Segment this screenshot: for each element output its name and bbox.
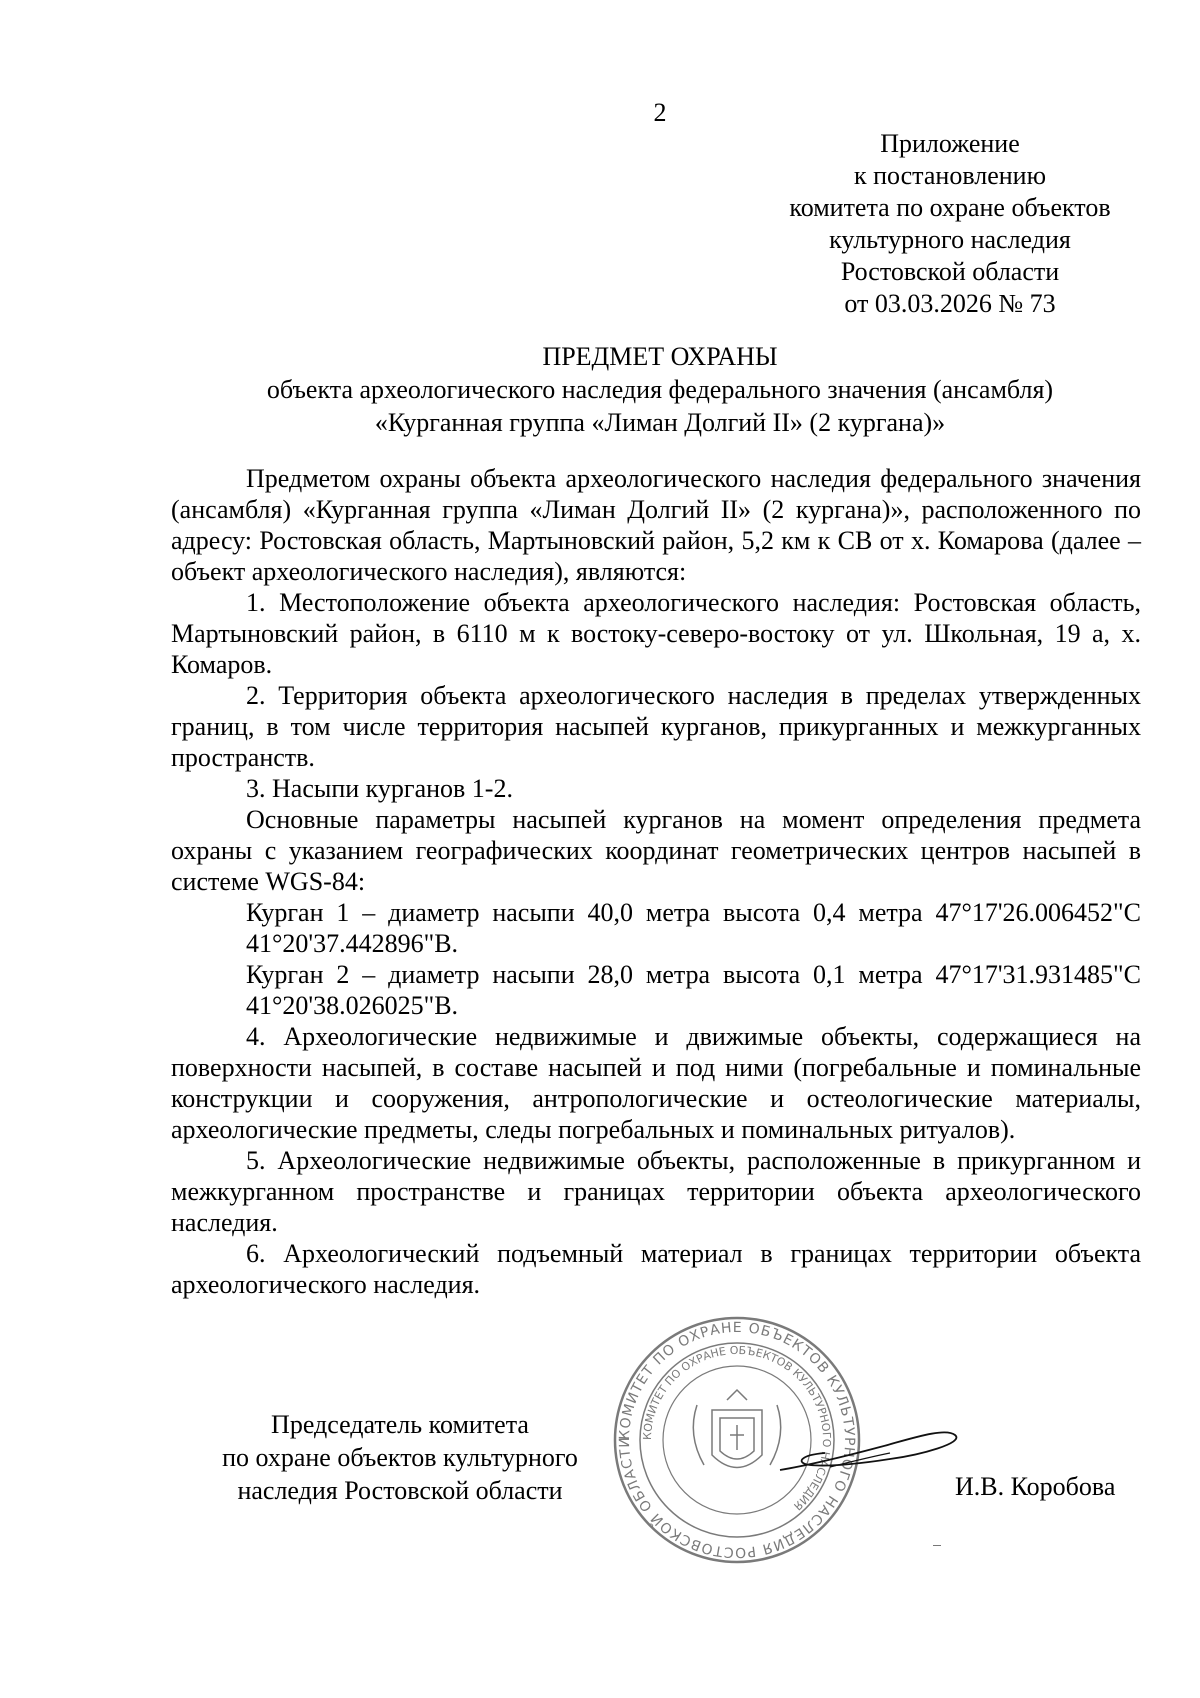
coat-of-arms-icon	[693, 1390, 780, 1468]
appendix-line: культурного наследия	[829, 225, 1071, 254]
page-number: 2	[653, 98, 667, 127]
item-3-paragraph: 3. Насыпи курганов 1-2.	[246, 774, 513, 803]
seal-inner-text: КОМИТЕТ ПО ОХРАНЕ ОБЪЕКТОВ КУЛЬТУРНОГО НАСЛЕДИЯ	[640, 1343, 834, 1513]
kurgan-1-paragraph: Курган 1 – диаметр насыпи 40,0 метра высота 0,4 метра 47°17'26.006452"С 41°20'37.442896"В.	[246, 898, 1141, 958]
document-body	[171, 463, 1141, 1300]
scan-dash	[933, 1545, 941, 1546]
item-6-paragraph: 6. Археологический подъемный материал в границах территории объекта археологического наследия.	[171, 1239, 1141, 1299]
seal-outer-text: КОМИТЕТ ПО ОХРАНЕ ОБЪЕКТОВ КУЛЬТУРНОГО НАСЛЕДИЯ РОСТОВСКОЙ ОБЛАСТИ	[616, 1319, 858, 1561]
appendix-line: от 03.03.2026 № 73	[844, 289, 1056, 318]
signatory-position	[190, 1408, 610, 1507]
signatory-name: И.В. Коробова	[955, 1472, 1116, 1501]
position-line: по охране объектов культурного	[222, 1443, 578, 1472]
position-line: наследия Ростовской области	[237, 1476, 563, 1505]
item-2-paragraph: 2. Территория объекта археологического наследия в пределах утвержденных границ, в том числе территория насыпей курганов, прикурганных и межкурганных пространств.	[171, 681, 1141, 772]
document-heading	[160, 340, 1160, 439]
item-4-paragraph: 4. Археологические недвижимые и движимые объекты, содержащиеся на поверхности насыпей, в составе насыпей и под ними (погребальные и поминальные конструкции и сооружения, антропологические и остеологические материалы, археологические предметы, следы погребальных и поминальных ритуалов).	[171, 1022, 1141, 1144]
heading-title: ПРЕДМЕТ ОХРАНЫ	[542, 342, 778, 371]
heading-subtitle: объекта археологического наследия федерального значения (ансамбля)	[266, 375, 1054, 404]
parameters-paragraph: Основные параметры насыпей курганов на момент определения предмета охраны с указанием географических координат геометрических центров насыпей в системе WGS-84:	[171, 805, 1141, 896]
appendix-line: Приложение	[880, 129, 1020, 158]
handwritten-signature	[770, 1415, 970, 1495]
appendix-line: комитета по охране объектов	[789, 193, 1111, 222]
position-line: Председатель комитета	[271, 1410, 529, 1439]
item-1-paragraph: 1. Местоположение объекта археологического наследия: Ростовская область, Мартыновский район, в 6110 м к востоку-северо-востоку от ул. Школьная, 19 а, х. Комаров.	[171, 588, 1141, 679]
appendix-line: Ростовской области	[840, 257, 1060, 286]
appendix-line: к постановлению	[853, 161, 1047, 190]
kurgan-2-paragraph: Курган 2 – диаметр насыпи 28,0 метра высота 0,1 метра 47°17'31.931485"С 41°20'38.026025"В.	[246, 960, 1141, 1020]
item-5-paragraph: 5. Археологические недвижимые объекты, расположенные в прикурганном и межкурганном пространстве и границах территории объекта археологического наследия.	[171, 1146, 1141, 1237]
intro-paragraph: Предметом охраны объекта археологического наследия федерального значения (ансамбля) «Курганная группа «Лиман Долгий II» (2 кургана)», расположенного по адресу: Ростовская область, Мартыновский район, 5,2 км к СВ от х. Комарова (далее – объект археологического наследия), являются:	[171, 464, 1141, 586]
heading-object-name: «Курганная группа «Лиман Долгий II» (2 кургана)»	[374, 408, 946, 437]
appendix-header	[760, 128, 1140, 320]
